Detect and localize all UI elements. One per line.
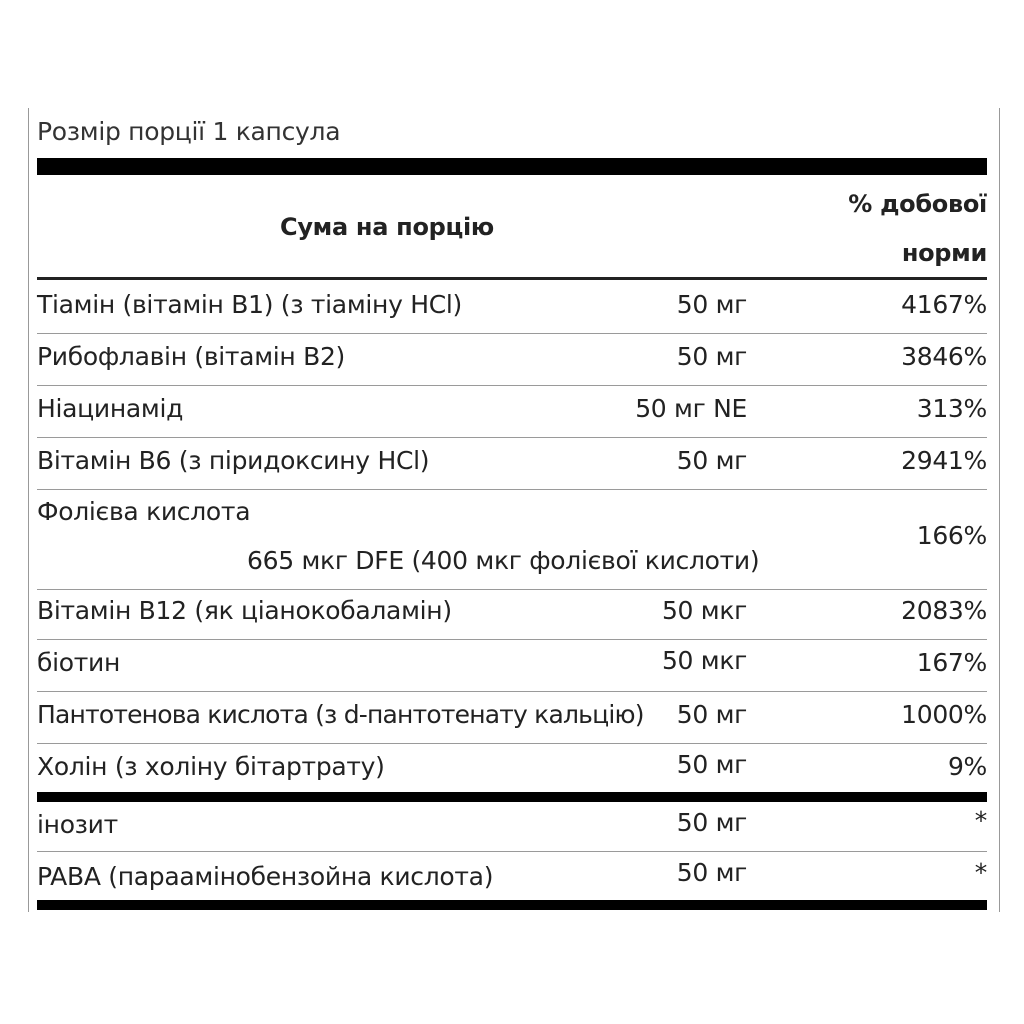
top-thick-bar — [37, 158, 987, 175]
row-divider — [37, 385, 987, 386]
nutrient-name: Вітамін B12 (як ціанокобаламін) — [37, 596, 452, 625]
amount-per-serving-header: Сума на порцію — [280, 213, 494, 241]
nutrient-name: інозит — [37, 810, 118, 839]
nutrient-amount: 50 мг — [676, 290, 747, 319]
nutrient-daily-value: 9% — [947, 752, 987, 781]
nutrient-amount: 50 мг — [676, 750, 747, 779]
nutrient-name: Тіамін (вітамін B1) (з тіаміну HCl) — [37, 290, 462, 319]
nutrient-name: Рибофлавін (вітамін B2) — [37, 342, 346, 371]
nutrient-daily-value: 166% — [916, 521, 987, 550]
row-divider — [37, 851, 987, 852]
nutrient-amount: 50 мкг — [661, 596, 747, 625]
nutrient-daily-value-asterisk: * — [974, 806, 987, 835]
serving-size: Розмір порції 1 капсула — [37, 117, 341, 146]
row-divider — [37, 437, 987, 438]
nutrient-amount: 50 мг — [676, 700, 747, 729]
nutrient-amount: 50 мг — [676, 808, 747, 837]
nutrient-amount: 50 мг — [676, 446, 747, 475]
row-divider — [37, 333, 987, 334]
nutrient-name: біотин — [37, 648, 121, 677]
nutrient-daily-value: 2941% — [901, 446, 987, 475]
nutrient-daily-value: 4167% — [901, 290, 987, 319]
row-divider — [37, 589, 987, 590]
nutrient-name: Ніацинамід — [37, 394, 184, 423]
nutrient-name: Фолієва кислота — [37, 497, 251, 526]
nutrient-name: Холін (з холіну бітартрату) — [37, 752, 385, 781]
nutrient-daily-value: 3846% — [901, 342, 987, 371]
daily-value-header-line1: % добової — [848, 190, 987, 218]
nutrient-daily-value: 167% — [916, 648, 987, 677]
nutrient-amount: 665 мкг DFE (400 мкг фолієвої кислоти) — [247, 546, 760, 575]
nutrient-name: PABA (параамінобензойна кислота) — [37, 862, 494, 891]
section-thick-bar — [37, 792, 987, 802]
bottom-thick-bar — [37, 900, 987, 910]
nutrient-amount: 50 мкг — [661, 646, 747, 675]
row-divider — [37, 639, 987, 640]
nutrient-daily-value: 2083% — [901, 596, 987, 625]
nutrient-daily-value: 1000% — [901, 700, 987, 729]
nutrient-amount: 50 мг NE — [635, 394, 747, 423]
nutrient-name: Пантотенова кислота (з d-пантотенату кальцію) — [37, 700, 644, 729]
row-divider — [37, 489, 987, 490]
nutrient-amount: 50 мг — [676, 342, 747, 371]
nutrient-daily-value-asterisk: * — [974, 858, 987, 887]
row-divider — [37, 743, 987, 744]
nutrient-amount: 50 мг — [676, 858, 747, 887]
header-divider — [37, 277, 987, 280]
nutrient-daily-value: 313% — [916, 394, 987, 423]
row-divider — [37, 691, 987, 692]
nutrient-name: Вітамін В6 (з піридоксину HCl) — [37, 446, 430, 475]
daily-value-header-line2: норми — [901, 239, 987, 267]
